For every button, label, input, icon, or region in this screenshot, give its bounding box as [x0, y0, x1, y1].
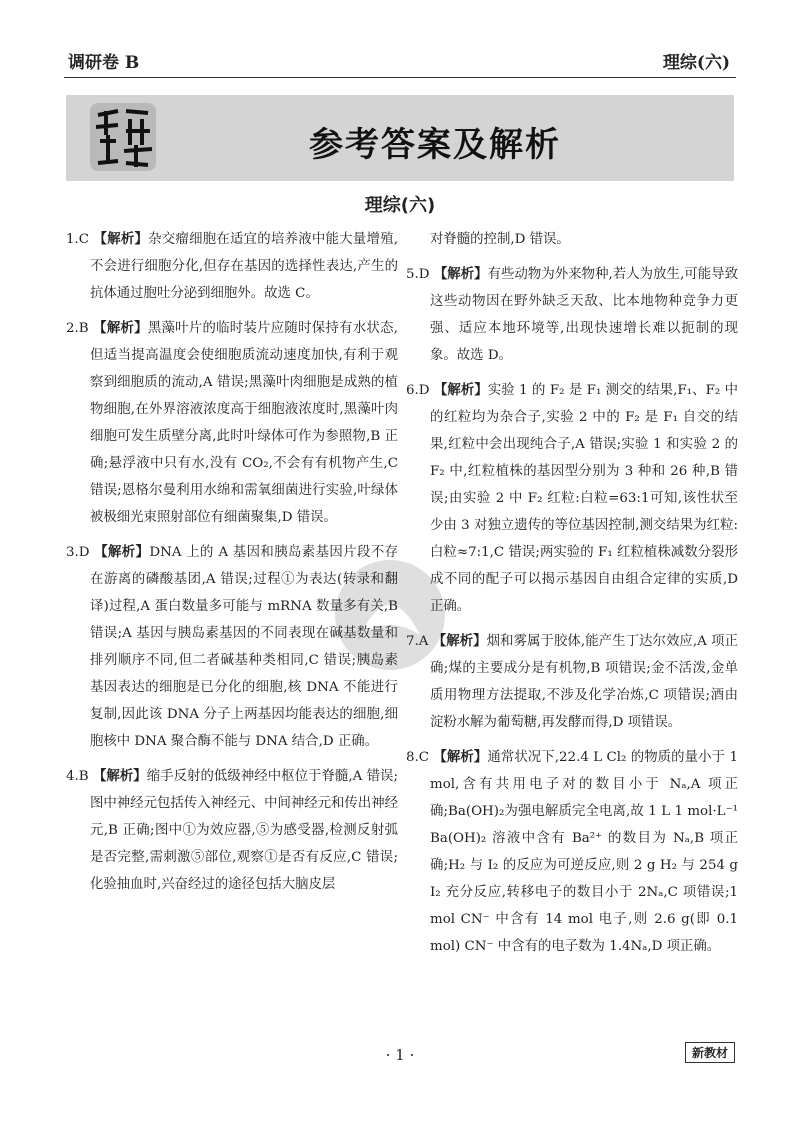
- subject-title: 理综(六): [364, 195, 436, 216]
- answer-item-6: 6.D 【解析】实验 1 的 F₂ 是 F₁ 测交的结果,F₁、F₂ 中的红粒均为杂合子,实验 2 中的 F₂ 是 F₁ 自交的结果,红粒中会出现纯合子,A 错误;实验 1 和实验 2 的 F₂ 中,红粒植株的基因型分别为 3 种和 26 种,B 错误;由实验 2 中 F₂ 红粒:白粒=63:1可知,该性状至少由 3 对独立遗传的等位基因控制,测交结果为红粒:白粒≈7:1,C 错误;两实验的 F₁ 红粒植株减数分裂形成不同的配子可以揭示基因自由组合定律的实质,D 正确。: [406, 382, 738, 614]
- answer-item-8: 8.C 【解析】通常状况下,22.4 L Cl₂ 的物质的量小于 1 mol,含有共用电子对的数目小于 Nₐ,A 项正确;Ba(OH)₂为强电解质完全电离,故 1 L 1 mol·L⁻¹ Ba(OH)₂ 溶液中含有 Ba²⁺ 的数目为 Nₐ,B 项正确;H₂ 与 I₂ 的反应为可逆反应,则 2 g H₂ 与 254 g I₂ 充分反应,转移电子的数目小于 2Nₐ,C 项错误;1 mol CN⁻ 中含有 14 mol 电子,则 2.6 g(即 0.1 mol) CN⁻ 中含有的电子数为 1.4Nₐ,D 项正确。: [406, 749, 738, 954]
- answer-item-4-continued: 对脊髓的控制,D 错误。: [430, 232, 570, 247]
- answer-item-2: 2.B 【解析】黑藻叶片的临时装片应随时保持有水状态,但适当提高温度会使细胞质流动速度加快,有利于观察到细胞质的流动,A 错误;黑藻叶肉细胞是成熟的植物细胞,在外界溶液浓度高于细胞液浓度时,黑藻叶肉细胞可发生质壁分离,此时叶绿体可作为参照物,B 正确;悬浮液中只有水,没有 CO₂,不会有有机物产生,C 错误;恩格尔曼利用水绵和需氧细菌进行实验,叶绿体被极细光束照射部位有细菌聚集,D 错误。: [66, 320, 398, 525]
- banner-title: 参考答案及解析: [309, 125, 561, 165]
- answer-item-1: 1.C 【解析】杂交瘤细胞在适宜的培养液中能大量增殖,不会进行细胞分化,但存在基因的选择性表达,产生的抗体通过胞吐分泌到细胞外。故选 C。: [66, 231, 399, 301]
- banner: [66, 95, 734, 181]
- edition-badge: 新教材: [685, 1042, 735, 1063]
- answer-item-4: 4.B 【解析】缩手反射的低级神经中枢位于脊髓,A 错误;图中神经元包括传入神经元、中间神经元和传出神经元,B 正确;图中①为效应器,⑤为感受器,检测反射弧是否完整,需刺激⑤部位,观察①是否有反应,C 错误;化验抽血时,兴奋经过的途径包括大脑皮层: [66, 768, 398, 892]
- answer-item-7: 7.A 【解析】烟和雾属于胶体,能产生丁达尔效应,A 项正确;煤的主要成分是有机物,B 项错误;金不活泼,金单质用物理方法提取,不涉及化学冶炼,C 项错误;酒由淀粉水解为葡萄糖,再发酵而得,D 项错误。: [406, 633, 738, 730]
- answer-column-right: [406, 226, 738, 968]
- answer-item-5: 5.D 【解析】有些动物为外来物种,若人为放生,可能导致这些动物因在野外缺乏天敌、比本地物种竞争力更强、适应本地环境等,出现快速增长难以扼制的现象。故选 D。: [406, 266, 738, 363]
- answer-column-left: [66, 226, 398, 906]
- page-number: · 1 ·: [385, 1046, 415, 1064]
- header-rule: [64, 77, 736, 78]
- header-right: 理综(六): [662, 53, 730, 73]
- header-left: 调研卷 B: [68, 53, 140, 73]
- answer-item-3: 3.D 【解析】DNA 上的 A 基因和胰岛素基因片段不存在游离的磷酸基团,A 错误;过程①为表达(转录和翻译)过程,A 蛋白数量多可能与 mRNA 数量多有关,B 错误;A 基因与胰岛素基因的不同表现在碱基数量和排列顺序不同,但二者碱基种类相同,C 错误;胰岛素基因表达的细胞是已分化的细胞,核 DNA 不能进行复制,因此该 DNA 分子上两基因均能表达的细胞,细胞核中 DNA 聚合酶不能与 DNA 结合,D 正确。: [66, 544, 399, 749]
